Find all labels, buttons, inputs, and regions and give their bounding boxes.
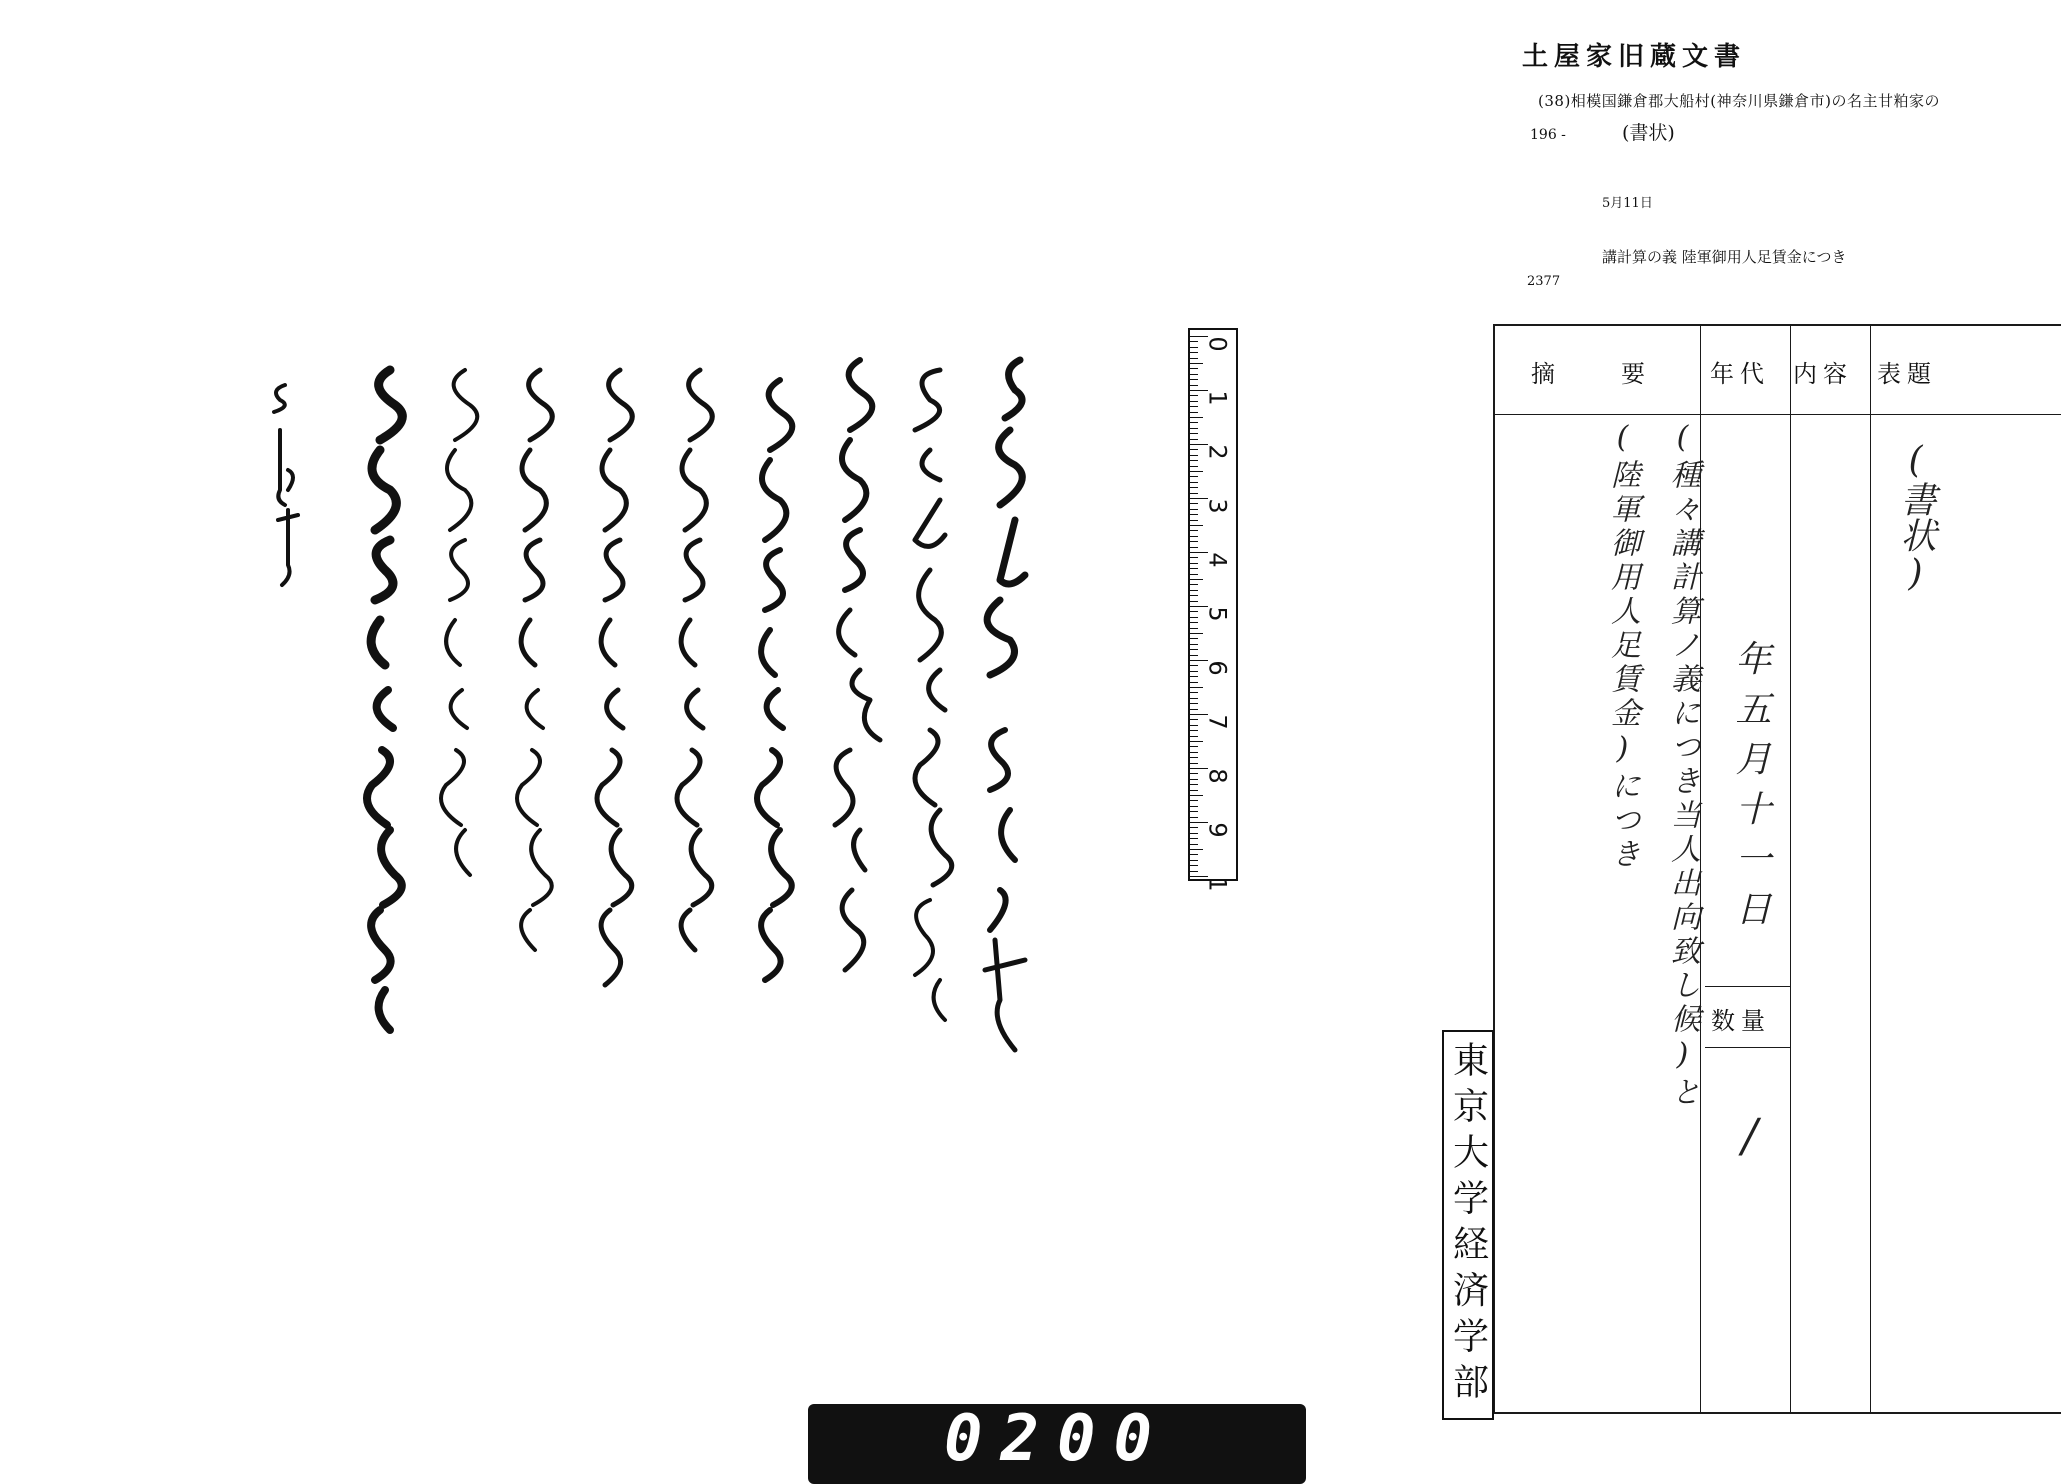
- ruler-tick: [1190, 633, 1203, 634]
- ruler-tick: [1190, 503, 1198, 504]
- ruler-tick: [1190, 358, 1198, 359]
- ruler-tick: [1190, 536, 1198, 537]
- ruler-tick: [1190, 784, 1198, 785]
- ruler-tick: [1190, 817, 1198, 818]
- collection-title: 土屋家旧蔵文書: [1522, 42, 1747, 72]
- ruler-label: 4: [1203, 552, 1232, 568]
- ruler-tick: [1190, 352, 1198, 353]
- ruler-tick: [1190, 628, 1198, 629]
- document-date: 5月11日: [1602, 196, 1653, 211]
- ruler-tick: [1190, 439, 1198, 440]
- ruler-tick: [1190, 422, 1198, 423]
- handwritten-letter-image: [240, 330, 1060, 1150]
- ruler-tick: [1190, 541, 1198, 542]
- ruler-tick: [1190, 827, 1198, 828]
- ruler-tick: [1190, 385, 1198, 386]
- ruler-tick: [1190, 601, 1198, 602]
- microfilm-frame-counter: [808, 1404, 1306, 1484]
- ruler-tick: [1190, 730, 1198, 731]
- ruler-tick: [1190, 736, 1198, 737]
- collection-subtitle: (38)相模国鎌倉郡大船村(神奈川県鎌倉市)の名主甘粕家の: [1538, 92, 1940, 110]
- ruler-tick: [1190, 752, 1198, 753]
- header-divider: [1495, 414, 2061, 415]
- ruler-tick: [1190, 719, 1198, 720]
- catalog-card-table: [1493, 324, 2061, 1414]
- ruler-tick: [1190, 703, 1198, 704]
- ruler-tick: [1190, 584, 1198, 585]
- ruler-tick: [1190, 406, 1198, 407]
- quantity-divider-bottom: [1705, 1047, 1790, 1048]
- ruler-tick: [1190, 466, 1198, 467]
- ruler-label: 8: [1203, 768, 1232, 784]
- ruler-tick: [1190, 811, 1198, 812]
- column-divider: [1870, 326, 1871, 1412]
- ruler-tick: [1190, 547, 1198, 548]
- ruler-label: 7: [1203, 714, 1232, 730]
- document-summary: 講計算の義 陸軍御用人足賃金につき: [1602, 248, 1847, 266]
- ruler-tick: [1190, 482, 1198, 483]
- ruler-label: 0: [1203, 336, 1232, 352]
- ruler-tick: [1190, 682, 1198, 683]
- ruler-tick: [1190, 671, 1198, 672]
- ruler-label: 5: [1203, 606, 1232, 622]
- header-era: 年代: [1710, 360, 1770, 388]
- handwritten-summary-line2: (陸軍御用人足賃金)につき: [1605, 420, 1640, 872]
- header-content: 内容: [1793, 360, 1853, 388]
- measuring-ruler: [1188, 328, 1238, 892]
- ruler-tick: [1190, 687, 1203, 688]
- ruler-tick: [1190, 698, 1198, 699]
- ruler-tick: [1190, 520, 1198, 521]
- ruler-tick: [1190, 746, 1198, 747]
- ruler-tick: [1190, 644, 1198, 645]
- ruler-tick: [1190, 417, 1203, 418]
- ruler-tick: [1190, 795, 1203, 796]
- ruler-tick: [1190, 471, 1203, 472]
- ruler-tick: [1190, 574, 1198, 575]
- ruler-label: 1: [1203, 390, 1232, 406]
- ruler-tick: [1190, 725, 1198, 726]
- column-divider: [1790, 326, 1791, 1412]
- ruler-tick: [1190, 838, 1198, 839]
- document-id: 2377: [1527, 274, 1561, 289]
- ruler-tick: [1190, 412, 1198, 413]
- handwritten-summary-line1: (種々講計算ノ義につき当人出向致し候)と: [1665, 420, 1700, 1110]
- ruler-label: 2: [1203, 444, 1232, 460]
- ruler-tick: [1190, 854, 1198, 855]
- document-number: 196 -: [1530, 127, 1566, 143]
- ruler-tick: [1190, 487, 1198, 488]
- ruler-tick: [1190, 455, 1198, 456]
- ruler-tick: [1190, 611, 1198, 612]
- ruler-tick: [1190, 347, 1198, 348]
- frame-counter-value: 0200: [943, 1402, 1171, 1476]
- ruler-tick: [1190, 514, 1198, 515]
- ruler-tick: [1190, 525, 1203, 526]
- ruler-tick: [1190, 800, 1198, 801]
- ruler-label: 6: [1203, 660, 1232, 676]
- ruler-tick: [1190, 428, 1198, 429]
- handwritten-title: (書状): [1895, 440, 1936, 594]
- ruler-label: 1: [1203, 876, 1232, 892]
- ruler-tick: [1190, 617, 1198, 618]
- ruler-tick: [1190, 779, 1198, 780]
- ruler-tick: [1190, 665, 1198, 666]
- ruler-tick: [1190, 557, 1198, 558]
- ruler-tick: [1190, 460, 1198, 461]
- ruler-tick: [1190, 341, 1198, 342]
- ruler-tick: [1190, 449, 1198, 450]
- ruler-tick: [1190, 806, 1198, 807]
- quantity-divider-top: [1705, 986, 1790, 987]
- ruler-tick: [1190, 773, 1198, 774]
- ruler-tick: [1190, 860, 1198, 861]
- ruler-tick: [1190, 763, 1198, 764]
- ruler-tick: [1190, 379, 1198, 380]
- ruler-label: 9: [1203, 822, 1232, 838]
- ruler-tick: [1190, 849, 1203, 850]
- handwritten-date: 年五月十一日: [1730, 640, 1771, 940]
- header-title: 表題: [1877, 360, 1937, 388]
- ruler-tick: [1190, 871, 1198, 872]
- ruler-tick: [1190, 595, 1198, 596]
- handwritten-quantity: /: [1742, 1108, 1758, 1162]
- ruler-tick: [1190, 649, 1198, 650]
- ruler-tick: [1190, 692, 1198, 693]
- ruler-tick: [1190, 638, 1198, 639]
- ruler-tick: [1190, 741, 1203, 742]
- ruler-tick: [1190, 433, 1198, 434]
- university-stamp: [1442, 1030, 1494, 1420]
- ruler-tick: [1190, 865, 1198, 866]
- ruler-tick: [1190, 493, 1198, 494]
- ruler-tick: [1190, 568, 1198, 569]
- ruler-tick: [1190, 833, 1198, 834]
- ruler-tick: [1190, 401, 1198, 402]
- ruler-tick: [1190, 563, 1198, 564]
- ruler-tick: [1190, 374, 1198, 375]
- ruler-label: 3: [1203, 498, 1232, 514]
- ruler-tick: [1190, 579, 1203, 580]
- ruler-tick: [1190, 622, 1198, 623]
- ruler-tick: [1190, 844, 1198, 845]
- document-type: (書状): [1622, 122, 1675, 144]
- header-quantity: 数量: [1711, 1007, 1771, 1035]
- ruler-tick: [1190, 655, 1198, 656]
- ruler-tick: [1190, 676, 1198, 677]
- ruler-tick: [1190, 530, 1198, 531]
- ruler-tick: [1190, 590, 1198, 591]
- ruler-tick: [1190, 395, 1198, 396]
- ruler-tick: [1190, 709, 1198, 710]
- header-summary: 摘 要: [1531, 360, 1651, 388]
- ruler-tick: [1190, 363, 1203, 364]
- ruler-tick: [1190, 790, 1198, 791]
- ruler-tick: [1190, 757, 1198, 758]
- ruler-tick: [1190, 476, 1198, 477]
- university-stamp-text: 東京大学経済学部: [1447, 1041, 1489, 1409]
- ruler-tick: [1190, 368, 1198, 369]
- ruler-tick: [1190, 509, 1198, 510]
